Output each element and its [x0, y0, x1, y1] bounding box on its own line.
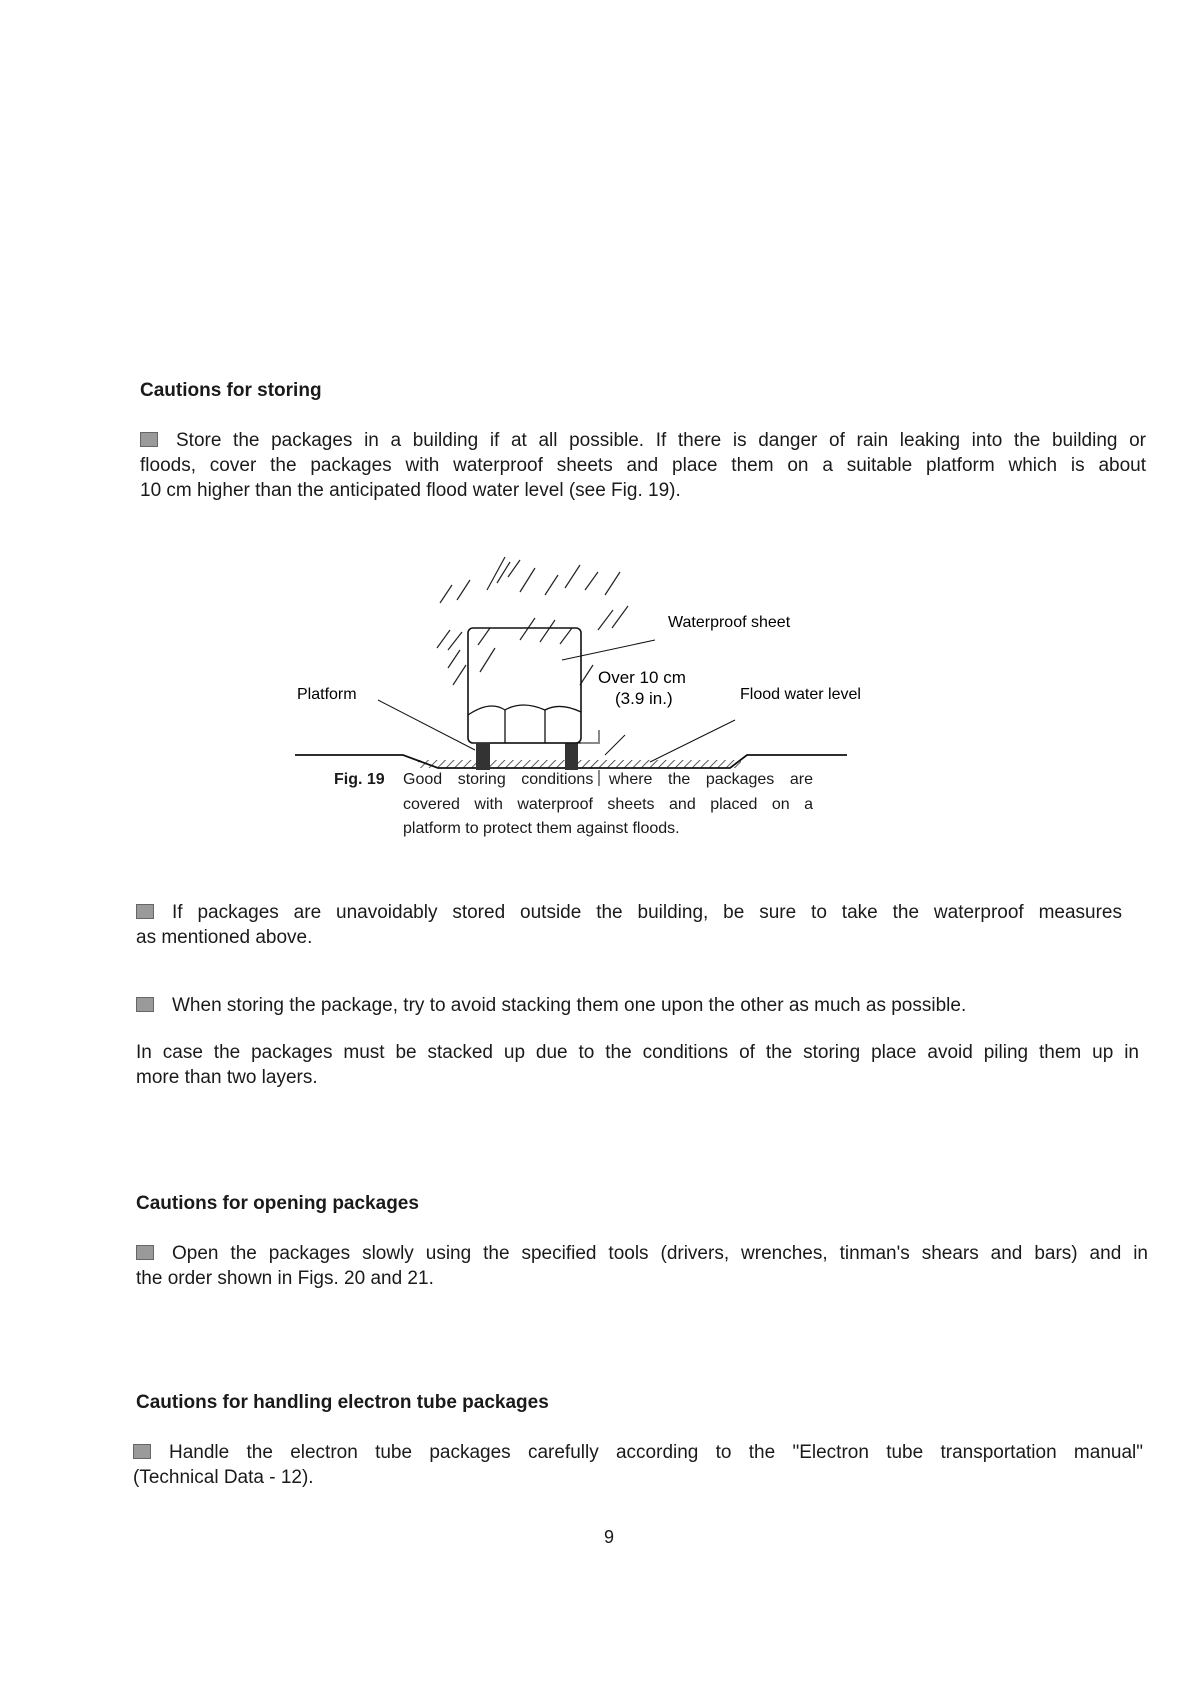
- paragraph-handle-tubes: [133, 1440, 1143, 1490]
- text-line: Store the packages in a building if at all possible. If there is danger of rain leaking into the building or: [140, 428, 1146, 453]
- paragraph-outside-storage: [136, 900, 1122, 950]
- package-box: [468, 628, 581, 743]
- caption-line: Good storing conditions where the packages are: [403, 771, 813, 788]
- text-line: Open the packages slowly using the specified tools (drivers, wrenches, tinman's shears and bars) and in: [136, 1241, 1148, 1266]
- text-line: floods, cover the packages with waterproof sheets and place them on a suitable platform which is about: [140, 455, 1146, 476]
- rain-icon: [437, 557, 628, 685]
- text-line: the order shown in Figs. 20 and 21.: [136, 1268, 434, 1289]
- heading-cautions-handling: Cautions for handling electron tube packages: [136, 1392, 549, 1413]
- paragraph-stacking-layers: [136, 1040, 1139, 1090]
- label-over-inches: (3.9 in.): [615, 689, 673, 708]
- label-over-10cm: Over 10 cm: [598, 668, 686, 687]
- label-flood-water-level: Flood water level: [740, 686, 861, 703]
- text-line: 10 cm higher than the anticipated flood water level (see Fig. 19).: [140, 480, 681, 501]
- figure-caption: [403, 768, 813, 842]
- text-line: Handle the electron tube packages carefully according to the "Electron tube transportation manual": [133, 1440, 1143, 1465]
- heading-cautions-storing: Cautions for storing: [140, 380, 322, 401]
- paragraph-avoid-stacking: [136, 993, 1146, 1018]
- bullet-square-icon: [133, 1444, 151, 1459]
- heading-cautions-opening: Cautions for opening packages: [136, 1193, 419, 1214]
- text-line: (Technical Data - 12).: [133, 1467, 314, 1488]
- platform-leg: [476, 743, 490, 770]
- caption-line: platform to protect them against floods.: [403, 820, 680, 837]
- text-line: more than two layers.: [136, 1067, 318, 1088]
- paragraph-open-packages: [136, 1241, 1148, 1291]
- label-platform: Platform: [297, 686, 357, 703]
- platform-leg: [565, 743, 578, 770]
- text-line: When storing the package, try to avoid stacking them one upon the other as much as possible.: [136, 993, 1146, 1018]
- text-line: In case the packages must be stacked up due to the conditions of the storing place avoid piling them up in: [136, 1042, 1139, 1063]
- bullet-square-icon: [136, 1245, 154, 1260]
- flood-water-hatch: [418, 760, 741, 768]
- label-waterproof-sheet: Waterproof sheet: [668, 614, 791, 631]
- figure-label: Fig. 19: [334, 771, 385, 788]
- caption-line: covered with waterproof sheets and placed on a: [403, 795, 813, 813]
- text-line: If packages are unavoidably stored outside the building, be sure to take the waterproof measures: [136, 900, 1122, 925]
- bullet-square-icon: [136, 904, 154, 919]
- text-line: as mentioned above.: [136, 927, 313, 948]
- bullet-square-icon: [136, 997, 154, 1012]
- page-number: 9: [604, 1527, 615, 1547]
